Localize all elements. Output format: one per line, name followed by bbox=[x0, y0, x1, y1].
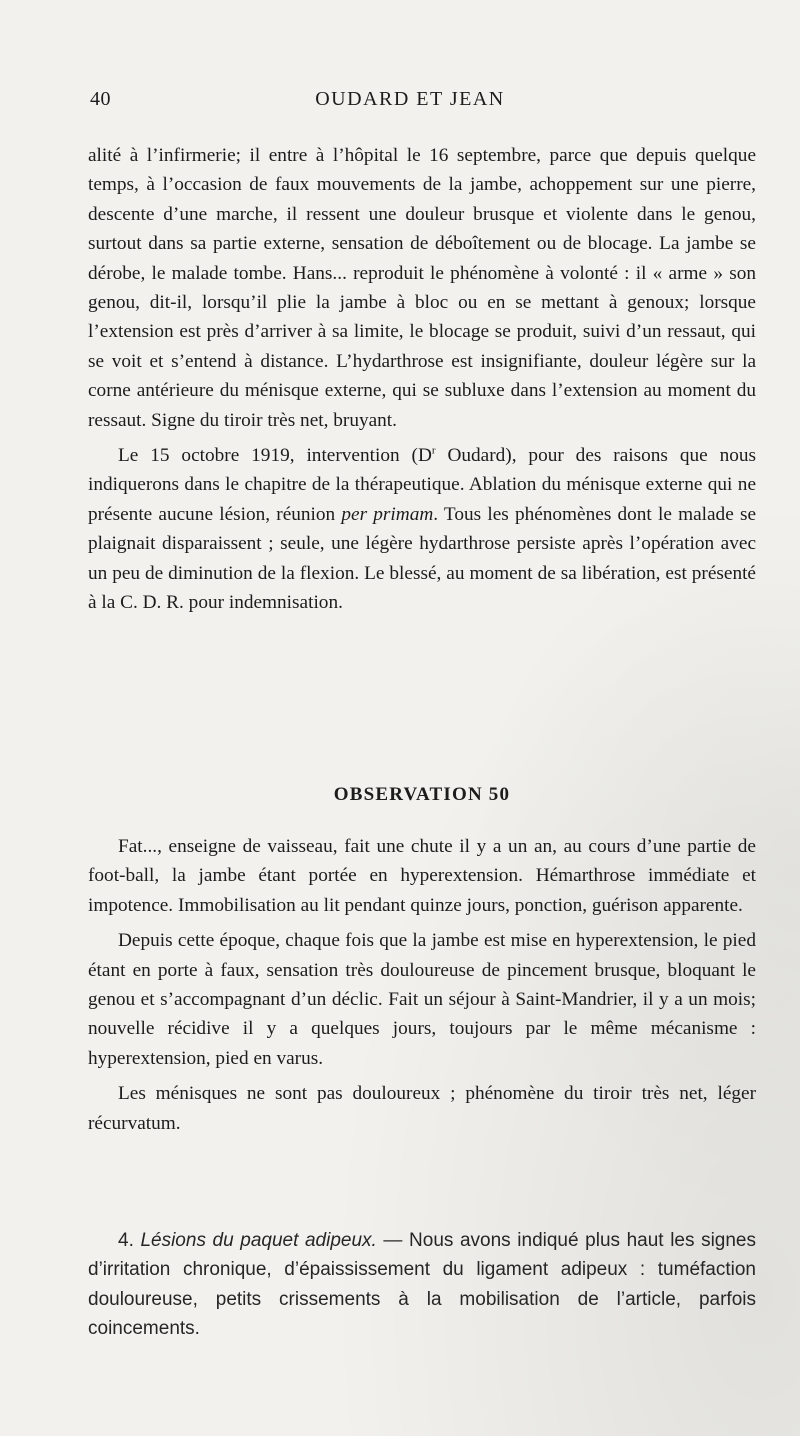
section-title-italic: Lésions du paquet adipeux. bbox=[140, 1230, 377, 1251]
page-header bbox=[90, 88, 730, 118]
paragraph-intervention bbox=[88, 441, 756, 617]
paragraph-hans-case: alité à l’infirmerie; il entre à l’hôpital le 16 septembre, parce que depuis quelque temps, à l’occasion de faux mouvements de la jambe, achoppement sur une pierre, descente d’une marche, il ressent une douleur brusque et violente dans le genou, surtout dans sa partie externe, sensation de déboîtement ou de blocage. La jambe se dérobe, le malade tombe. Hans... reproduit le phénomène à volonté : il « arme » son genou, dit-il, lorsqu’il plie la jambe à bloc ou en se mettant à genoux; lorsque l’extension est près d’arriver à sa limite, le blocage se produit, suivi d’un ressaut, qui se voit et s’entend à distance. L’hydarthrose est insignifiante, douleur légère sur la corne antérieure du ménisque externe, qui se subluxe dans l’extension au moment du ressaut. Signe du tiroir très net, bruyant. bbox=[88, 145, 756, 431]
body-text-top bbox=[88, 141, 756, 618]
intervention-text-b: Oudard), pour des raisons que nous indiquerons dans le chapitre de la thérapeutique. Ablation du ménisque externe qui ne présente aucune lésion, réunion bbox=[88, 445, 756, 525]
observation-heading-block bbox=[88, 780, 756, 809]
intervention-text-a: Le 15 octobre 1919, intervention (D bbox=[118, 445, 432, 467]
running-head: OUDARD ET JEAN bbox=[315, 88, 505, 110]
section-number: 4. bbox=[118, 1230, 141, 1251]
intervention-text-c: . Tous les phénomènes dont le malade se plaignait disparaissent ; seule, une légère hydarthrose persiste après l’opération avec un peu de diminution de la flexion. Le blessé, au moment de sa libération, est présenté à la C. D. R. pour indemnisation. bbox=[88, 503, 757, 614]
paragraph-menisci: Les ménisques ne sont pas douloureux ; phénomène du tiroir très net, léger récurvatum. bbox=[88, 1083, 756, 1134]
doctor-superscript: r bbox=[431, 444, 436, 457]
observation-heading: OBSERVATION 50 bbox=[333, 784, 511, 805]
paragraph-fat-case: Fat..., enseigne de vaisseau, fait une chute il y a un an, au cours d’une partie de foot-ball, la jambe étant portée en hyperextension. Hémarthrose immédiate et impotence. Immobilisation au lit pendant quinze jours, ponction, guérison apparente. bbox=[88, 836, 756, 916]
body-text-observation bbox=[88, 832, 756, 1138]
per-primam-italic: per primam bbox=[341, 503, 434, 525]
page-number: 40 bbox=[90, 88, 111, 110]
paragraph-lesions bbox=[88, 1226, 756, 1344]
paragraph-since-then: Depuis cette époque, chaque fois que la jambe est mise en hyperextension, le pied étant en porte à faux, sensation très douloureuse de pincement brusque, bloquant le genou et s’accompagnant d’un déclic. Fait un séjour à Saint-Mandrier, il y a un mois; nouvelle récidive il y a quelques jours, toujours par le même mécanisme : hyperextension, pied en varus. bbox=[88, 930, 756, 1069]
lesions-text: — Nous avons indiqué plus haut les signes d’irritation chronique, d’épaississement du ligament adipeux : tuméfaction douloureuse, petits crissements à la mobilisation de l’article, parfois coincements. bbox=[88, 1230, 756, 1340]
body-text-lesions bbox=[88, 1226, 756, 1344]
